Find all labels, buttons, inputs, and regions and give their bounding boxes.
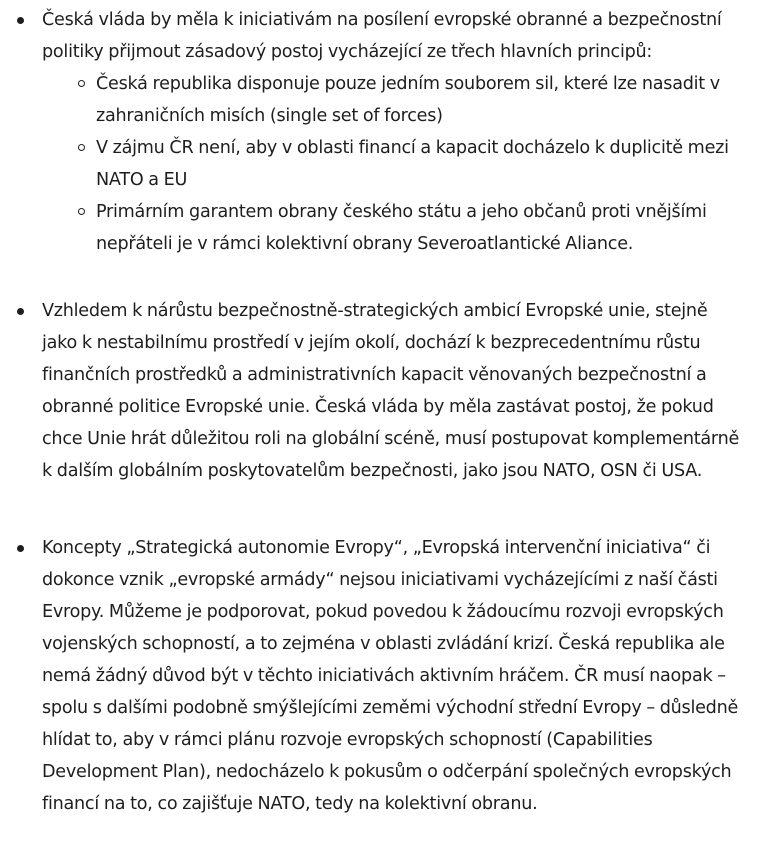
sub-list-item xyxy=(42,68,742,132)
circle-bullet-icon xyxy=(78,80,85,87)
sub-list-item xyxy=(42,196,742,260)
list-item-text: Koncepty „Strategická autonomie Evropy“, „Evropská intervenční iniciativa“ či dokonce vznik „evropské armády“ nejsou iniciativami vycházejícími z naší části Evropy. Můžeme je podporovat, pokud povedou k žádoucímu rozvoji evropských vojenských schopností, a to zejména v oblasti zvládání krizí. Česká republika ale nemá žádný důvod být v těchto iniciativách aktivním hráčem. ČR musí naopak –spolu s dalšími podobně smýšlejícími zeměmi východní střední Evropy – důsledně hlídat to, aby v rámci plánu rozvoje evropských schopností (Capabilities Development Plan), nedocházelo k pokusům o odčerpání společných evropských financí na to, co zajišťuje NATO, tedy na kolektivní obranu. xyxy=(42,538,739,814)
sub-list-item-text: V zájmu ČR není, aby v oblasti financí a kapacit docházelo k duplicitě mezi NATO a EU xyxy=(96,138,729,190)
sub-list-item xyxy=(42,132,742,196)
list-item xyxy=(0,4,742,260)
list-item-text: Česká vláda by měla k iniciativám na posílení evropské obranné a bezpečnostní politiky přijmout zásadový postoj vycházející ze třech hlavních principů: xyxy=(42,10,722,62)
list-item xyxy=(0,295,742,487)
circle-bullet-icon xyxy=(78,208,85,215)
bullet-icon xyxy=(17,545,24,552)
bullet-icon xyxy=(17,308,24,315)
bullet-icon xyxy=(17,17,24,24)
circle-bullet-icon xyxy=(78,144,85,151)
sub-list xyxy=(42,68,742,260)
sub-list-item-text: Primárním garantem obrany českého státu a jeho občanů proti vnějšími nepřáteli je v rámci kolektivní obrany Severoatlantické Aliance. xyxy=(96,202,707,254)
list-item-text: Vzhledem k nárůstu bezpečnostně-strategických ambicí Evropské unie, stejně jako k nestabilnímu prostředí v jejím okolí, dochází k bezprecedentnímu růstu finančních prostředků a administrativních kapacit věnovaných bezpečnostní a obranné politice Evropské unie. Česká vláda by měla zastávat postoj, že pokud chce Unie hrát důležitou roli na globální scéně, musí postupovat komplementárně k dalším globálním poskytovatelům bezpečnosti, jako jsou NATO, OSN či USA. xyxy=(42,301,740,481)
sub-list-item-text: Česká republika disponuje pouze jedním souborem sil, které lze nasadit v zahraničních misích (single set of forces) xyxy=(96,74,720,126)
list-item xyxy=(0,532,742,820)
